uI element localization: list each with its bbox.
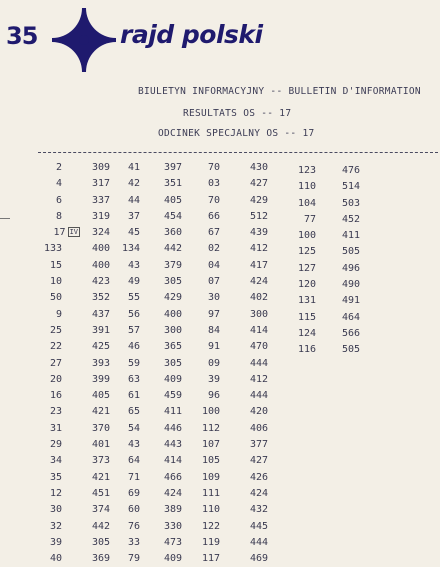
bib-number: 31 bbox=[49, 422, 62, 434]
stage-time: 370 bbox=[91, 422, 110, 434]
bib-number: 100 bbox=[201, 406, 220, 418]
bib-number: 39 bbox=[49, 536, 62, 548]
stage-time: 464 bbox=[341, 311, 360, 323]
bib-number: 23 bbox=[49, 406, 62, 418]
bib-number: 91 bbox=[207, 341, 220, 353]
stage-time: 424 bbox=[249, 276, 268, 288]
stage-time: 437 bbox=[91, 308, 110, 320]
bib-number: 125 bbox=[297, 246, 316, 258]
bib-number: 37 bbox=[127, 210, 140, 222]
stage-time: 427 bbox=[249, 178, 268, 190]
bib-number: 32 bbox=[49, 520, 62, 532]
margin-tick bbox=[0, 218, 10, 219]
bib-number: 12 bbox=[49, 487, 62, 499]
stage-time: 452 bbox=[341, 213, 360, 225]
bib-number: 107 bbox=[201, 439, 220, 451]
stage-time: 429 bbox=[249, 194, 268, 206]
bib-number: 6 bbox=[55, 194, 62, 206]
stage-time: 305 bbox=[163, 357, 182, 369]
stage-time: 397 bbox=[163, 162, 182, 173]
stage-time: 412 bbox=[249, 373, 268, 385]
stage-time: 425 bbox=[91, 341, 110, 353]
stage-time: 309 bbox=[91, 162, 110, 173]
bib-number: 134 bbox=[121, 243, 140, 255]
stage-time: 411 bbox=[341, 230, 360, 242]
stage-time: 432 bbox=[249, 504, 268, 516]
bib-number: 59 bbox=[127, 357, 140, 369]
stage-time: 421 bbox=[91, 471, 110, 483]
bib-number: 69 bbox=[127, 487, 140, 499]
bib-number: 110 bbox=[297, 181, 316, 193]
stage-time: 351 bbox=[163, 178, 182, 190]
bib-number: 57 bbox=[127, 324, 140, 336]
stage-time: 412 bbox=[249, 243, 268, 255]
stage-time: 443 bbox=[163, 439, 182, 451]
stage-time: 369 bbox=[91, 553, 110, 565]
bib-number: 10 bbox=[49, 276, 62, 288]
bib-number: 16 bbox=[49, 390, 62, 402]
stage-time: 423 bbox=[91, 276, 110, 288]
stage-time: 330 bbox=[163, 520, 182, 532]
bib-number: 122 bbox=[201, 520, 220, 532]
stage-time: 391 bbox=[91, 324, 110, 336]
bib-number: 54 bbox=[127, 422, 140, 434]
bib-number: 104 bbox=[297, 197, 316, 209]
stage-time: 421 bbox=[91, 406, 110, 418]
stage-time: 406 bbox=[249, 422, 268, 434]
bib-number: 17 IV bbox=[53, 227, 78, 239]
stage-time: 444 bbox=[249, 390, 268, 402]
bib-number: 15 bbox=[49, 259, 62, 271]
bib-number: 60 bbox=[127, 504, 140, 516]
bib-number: 4 bbox=[55, 178, 62, 190]
stage-time: 405 bbox=[163, 194, 182, 206]
bib-number: 127 bbox=[297, 262, 316, 274]
bib-number: 117 bbox=[201, 553, 220, 565]
bib-number: 46 bbox=[127, 341, 140, 353]
stage-time: 446 bbox=[163, 422, 182, 434]
stage-time: 300 bbox=[249, 308, 268, 320]
bib-number: 30 bbox=[207, 292, 220, 304]
stage-time: 409 bbox=[163, 373, 182, 385]
stage-time: 454 bbox=[163, 210, 182, 222]
roman-mark: IV bbox=[69, 228, 78, 237]
bib-number: 112 bbox=[201, 422, 220, 434]
bib-number: 70 bbox=[207, 162, 220, 173]
stage-time: 400 bbox=[91, 259, 110, 271]
bib-number: 09 bbox=[207, 357, 220, 369]
bib-number: 50 bbox=[49, 292, 62, 304]
bib-number: 34 bbox=[49, 455, 62, 467]
stage-title: ODCINEK SPECJALNY OS -- 17 bbox=[158, 128, 315, 139]
stage-time: 420 bbox=[249, 406, 268, 418]
stage-time: 470 bbox=[249, 341, 268, 353]
stage-time: 426 bbox=[249, 471, 268, 483]
bib-number: 04 bbox=[207, 259, 220, 271]
bib-number: 49 bbox=[127, 276, 140, 288]
bib-number: 123 bbox=[297, 165, 316, 176]
stage-time: 402 bbox=[249, 292, 268, 304]
bib-number: 2 bbox=[55, 162, 62, 173]
stage-time: 459 bbox=[163, 390, 182, 402]
stage-time: 566 bbox=[341, 327, 360, 339]
time-column bbox=[336, 163, 360, 359]
stage-time: 496 bbox=[341, 262, 360, 274]
stage-time: 424 bbox=[163, 487, 182, 499]
divider-rule bbox=[38, 152, 438, 153]
stage-time: 505 bbox=[341, 246, 360, 258]
stage-time: 379 bbox=[163, 259, 182, 271]
bib-number: 70 bbox=[207, 194, 220, 206]
bib-number: 97 bbox=[207, 308, 220, 320]
bib-number: 109 bbox=[201, 471, 220, 483]
bib-number: 120 bbox=[297, 279, 316, 291]
bib-number: 124 bbox=[297, 327, 316, 339]
stage-time: 430 bbox=[249, 162, 268, 173]
bib-number: 67 bbox=[207, 227, 220, 239]
bib-number: 43 bbox=[127, 259, 140, 271]
brand-title: rajd polski bbox=[120, 20, 263, 49]
bib-number: 66 bbox=[207, 210, 220, 222]
stage-time: 393 bbox=[91, 357, 110, 369]
stage-time: 429 bbox=[163, 292, 182, 304]
bib-number: 29 bbox=[49, 439, 62, 451]
stage-time: 503 bbox=[341, 197, 360, 209]
stage-time: 360 bbox=[163, 227, 182, 239]
stage-time: 411 bbox=[163, 406, 182, 418]
stage-time: 445 bbox=[249, 520, 268, 532]
stage-time: 305 bbox=[163, 276, 182, 288]
bib-number: 41 bbox=[127, 162, 140, 173]
bib-number: 02 bbox=[207, 243, 220, 255]
stage-time: 324 bbox=[91, 227, 110, 239]
stage-time: 389 bbox=[163, 504, 182, 516]
bib-number: 111 bbox=[201, 487, 220, 499]
bib-number: 03 bbox=[207, 178, 220, 190]
stage-time: 337 bbox=[91, 194, 110, 206]
bib-number: 30 bbox=[49, 504, 62, 516]
stage-time: 424 bbox=[249, 487, 268, 499]
bib-number: 35 bbox=[49, 471, 62, 483]
bib-number: 39 bbox=[207, 373, 220, 385]
bib-number: 43 bbox=[127, 439, 140, 451]
bib-number: 42 bbox=[127, 178, 140, 190]
bib-number: 96 bbox=[207, 390, 220, 402]
bib-number: 79 bbox=[127, 553, 140, 565]
stage-time: 374 bbox=[91, 504, 110, 516]
bib-number: 116 bbox=[297, 344, 316, 356]
stage-time: 300 bbox=[163, 324, 182, 336]
time-column bbox=[244, 160, 268, 567]
stage-time: 305 bbox=[91, 536, 110, 548]
stage-time: 400 bbox=[91, 243, 110, 255]
bib-number: 8 bbox=[55, 210, 62, 222]
bib-number: 77 bbox=[303, 213, 316, 225]
stage-time: 466 bbox=[163, 471, 182, 483]
bib-number: 84 bbox=[207, 324, 220, 336]
stage-time: 400 bbox=[163, 308, 182, 320]
bib-number: 100 bbox=[297, 230, 316, 242]
stage-time: 469 bbox=[249, 553, 268, 565]
bib-number: 56 bbox=[127, 308, 140, 320]
stage-time: 442 bbox=[163, 243, 182, 255]
stage-time: 414 bbox=[249, 324, 268, 336]
stage-time: 439 bbox=[249, 227, 268, 239]
bib-number: 20 bbox=[49, 373, 62, 385]
bib-column bbox=[118, 160, 140, 567]
stage-time: 444 bbox=[249, 536, 268, 548]
bib-number: 45 bbox=[127, 227, 140, 239]
stage-time: 399 bbox=[91, 373, 110, 385]
stage-time: 427 bbox=[249, 455, 268, 467]
stage-time: 414 bbox=[163, 455, 182, 467]
stage-time: 451 bbox=[91, 487, 110, 499]
stage-time: 352 bbox=[91, 292, 110, 304]
bib-number: 119 bbox=[201, 536, 220, 548]
bib-number: 65 bbox=[127, 406, 140, 418]
bib-number: 9 bbox=[55, 308, 62, 320]
stage-time: 365 bbox=[163, 341, 182, 353]
stage-time: 319 bbox=[91, 210, 110, 222]
stage-time: 442 bbox=[91, 520, 110, 532]
stage-time: 373 bbox=[91, 455, 110, 467]
bib-number: 25 bbox=[49, 324, 62, 336]
bib-number: 105 bbox=[201, 455, 220, 467]
rally-number: 35 bbox=[6, 22, 38, 50]
bib-number: 110 bbox=[201, 504, 220, 516]
bib-number: 76 bbox=[127, 520, 140, 532]
stage-time: 317 bbox=[91, 178, 110, 190]
results-title: RESULTATS OS -- 17 bbox=[183, 108, 292, 119]
stage-time: 505 bbox=[341, 344, 360, 356]
bib-column bbox=[296, 163, 316, 359]
header bbox=[0, 0, 440, 80]
time-column bbox=[158, 160, 182, 567]
stage-time: 491 bbox=[341, 295, 360, 307]
bib-number: 115 bbox=[297, 311, 316, 323]
stage-time: 514 bbox=[341, 181, 360, 193]
bib-number: 55 bbox=[127, 292, 140, 304]
bib-number: 44 bbox=[127, 194, 140, 206]
bib-column bbox=[200, 160, 220, 567]
bib-number: 63 bbox=[127, 373, 140, 385]
time-column bbox=[86, 160, 110, 567]
bib-number: 64 bbox=[127, 455, 140, 467]
bib-column bbox=[30, 160, 78, 567]
stage-time: 444 bbox=[249, 357, 268, 369]
bib-number: 22 bbox=[49, 341, 62, 353]
stage-time: 473 bbox=[163, 536, 182, 548]
bib-number: 61 bbox=[127, 390, 140, 402]
bib-number: 71 bbox=[127, 471, 140, 483]
four-petal-star-logo-icon bbox=[52, 8, 116, 72]
bib-number: 133 bbox=[43, 243, 62, 255]
stage-time: 417 bbox=[249, 259, 268, 271]
stage-time: 409 bbox=[163, 553, 182, 565]
bib-number: 33 bbox=[127, 536, 140, 548]
stage-time: 512 bbox=[249, 210, 268, 222]
stage-time: 490 bbox=[341, 279, 360, 291]
bib-number: 07 bbox=[207, 276, 220, 288]
bulletin-title: BIULETYN INFORMACYJNY -- BULLETIN D'INFORMATION bbox=[138, 86, 421, 97]
bib-number: 131 bbox=[297, 295, 316, 307]
stage-time: 476 bbox=[341, 165, 360, 176]
bib-number: 40 bbox=[49, 553, 62, 565]
bib-number: 27 bbox=[49, 357, 62, 369]
stage-time: 405 bbox=[91, 390, 110, 402]
stage-time: 377 bbox=[249, 439, 268, 451]
stage-time: 401 bbox=[91, 439, 110, 451]
